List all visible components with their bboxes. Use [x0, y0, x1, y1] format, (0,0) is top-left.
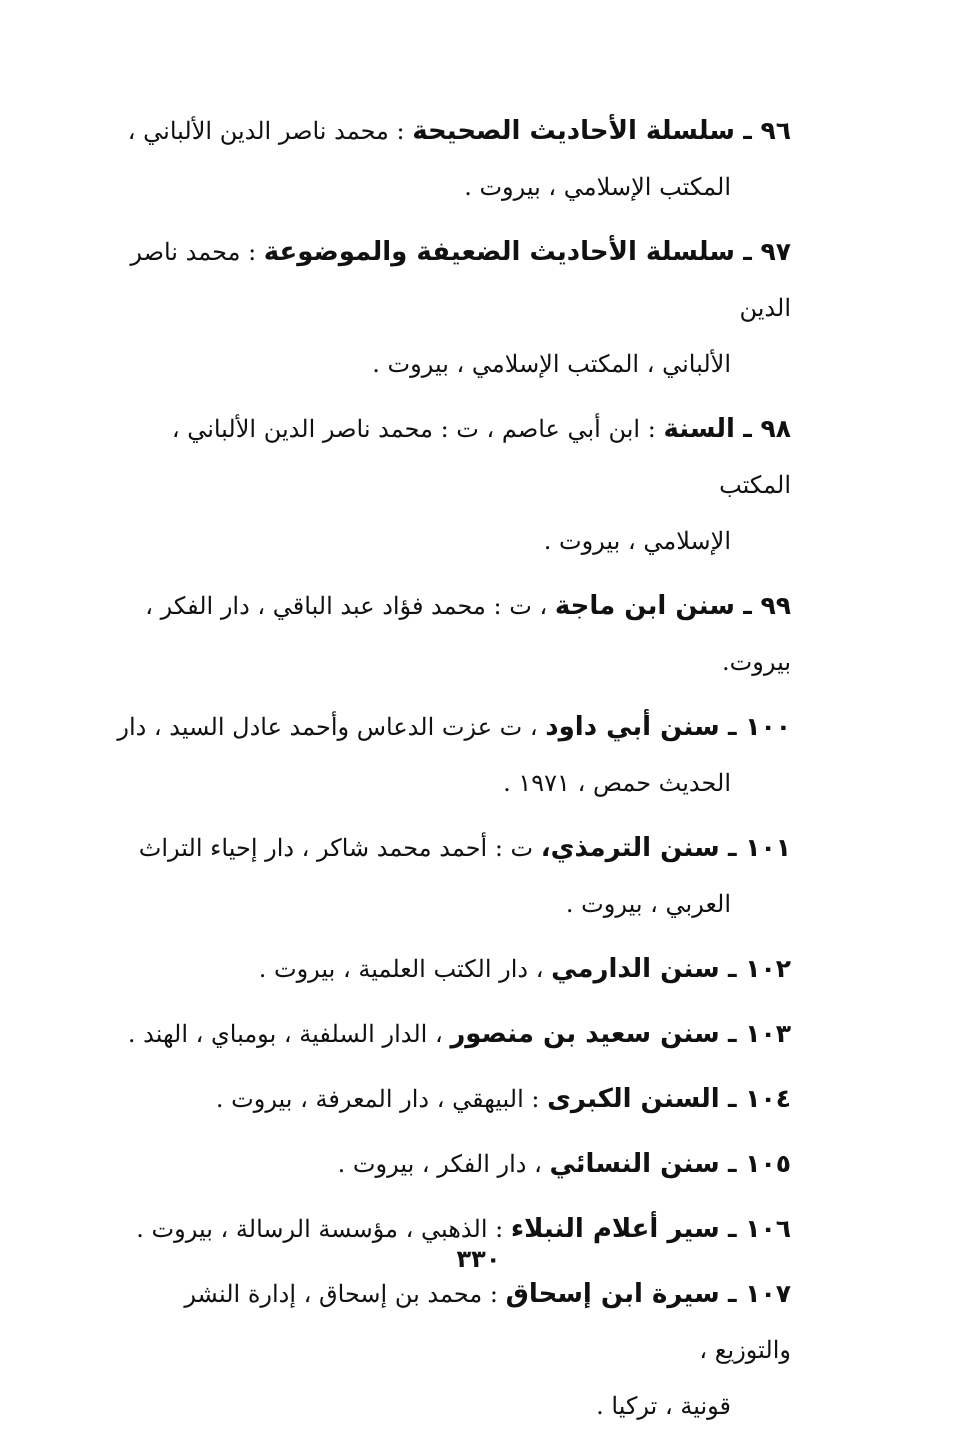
- entry-number: ١٠٠ ـ: [727, 712, 791, 741]
- entry-details: ، ت عزت الدعاس وأحمد عادل السيد ، دار: [117, 713, 546, 741]
- entry-continuation: العربي ، بيروت .: [565, 890, 731, 918]
- entry-number: ١٠٤ ـ: [727, 1084, 791, 1113]
- entry-details: ، الدار السلفية ، بومباي ، الهند .: [127, 1020, 451, 1048]
- bibliography-entry: [111, 1266, 791, 1434]
- entry-title: السنة: [663, 414, 735, 444]
- entry-continuation: المكتب الإسلامي ، بيروت .: [464, 173, 731, 201]
- entry-continuation: الحديث حمص ، ١٩٧١ .: [503, 769, 731, 797]
- entry-title: سنن أبي داود: [545, 712, 720, 742]
- entry-number: ٩٩ ـ: [743, 591, 791, 620]
- entry-number: ٩٧ ـ: [743, 237, 791, 266]
- entry-number: ٩٦ ـ: [743, 116, 791, 145]
- bibliography-entry: [111, 1006, 791, 1062]
- entry-details: ، دار الفكر ، بيروت .: [337, 1150, 550, 1178]
- entry-number: ١٠٥ ـ: [727, 1149, 791, 1178]
- entry-details: : البيهقي ، دار المعرفة ، بيروت .: [215, 1085, 548, 1113]
- page-number: ٣٣٠: [456, 1245, 501, 1273]
- bibliography-entry: [111, 224, 791, 392]
- entry-details: ت : أحمد محمد شاكر ، دار إحياء التراث: [138, 834, 541, 862]
- bibliography-entry: [111, 1136, 791, 1192]
- entry-title: سيرة ابن إسحاق: [505, 1279, 720, 1309]
- entry-title: سنن النسائي: [549, 1149, 720, 1179]
- entry-title: السنن الكبرى: [547, 1084, 720, 1114]
- entry-details: : محمد ناصر الدين: [130, 238, 791, 322]
- bibliography-entry: [111, 699, 791, 811]
- entry-details: ، دار الكتب العلمية ، بيروت .: [258, 955, 552, 983]
- bibliography-entry: [111, 103, 791, 215]
- bibliography-entry: [111, 401, 791, 569]
- entry-number: ١٠٦ ـ: [727, 1214, 791, 1243]
- entry-details: ، ت : محمد فؤاد عبد الباقي ، دار الفكر ، بيروت.: [145, 592, 791, 676]
- entry-details: : محمد بن إسحاق ، إدارة النشر والتوزيع ،: [184, 1280, 791, 1364]
- bibliography-entry: [111, 941, 791, 997]
- entry-continuation: الإسلامي ، بيروت .: [543, 527, 731, 555]
- entry-title: سير أعلام النبلاء: [510, 1214, 720, 1244]
- entry-title: سلسلة الأحاديث الضعيفة والموضوعة: [263, 237, 735, 267]
- entry-title: سنن ابن ماجة: [554, 591, 735, 621]
- entry-continuation: قونية ، تركيا .: [596, 1392, 731, 1420]
- entry-number: ١٠٢ ـ: [727, 954, 791, 983]
- entry-details: : الذهبي ، مؤسسة الرسالة ، بيروت .: [136, 1215, 511, 1243]
- entry-number: ٩٨ ـ: [743, 414, 791, 443]
- entry-title: سنن الدارمي: [551, 954, 720, 984]
- entry-number: ١٠٣ ـ: [727, 1019, 791, 1048]
- entry-title: سلسلة الأحاديث الصحيحة: [412, 116, 735, 146]
- entry-title: سنن الترمذي،: [540, 833, 720, 863]
- bibliography-list: [111, 103, 791, 1443]
- entry-number: ١٠١ ـ: [727, 833, 791, 862]
- bibliography-entry: [111, 820, 791, 932]
- bibliography-entry: [111, 1071, 791, 1127]
- entry-number: ١٠٧ ـ: [727, 1279, 791, 1308]
- entry-title: سنن سعيد بن منصور: [450, 1019, 720, 1049]
- entry-continuation: الألباني ، المكتب الإسلامي ، بيروت .: [372, 350, 731, 378]
- bibliography-entry: [111, 578, 791, 690]
- entry-details: : ابن أبي عاصم ، ت : محمد ناصر الدين الألباني ، المكتب: [171, 415, 791, 499]
- entry-details: : محمد ناصر الدين الألباني ،: [127, 117, 413, 145]
